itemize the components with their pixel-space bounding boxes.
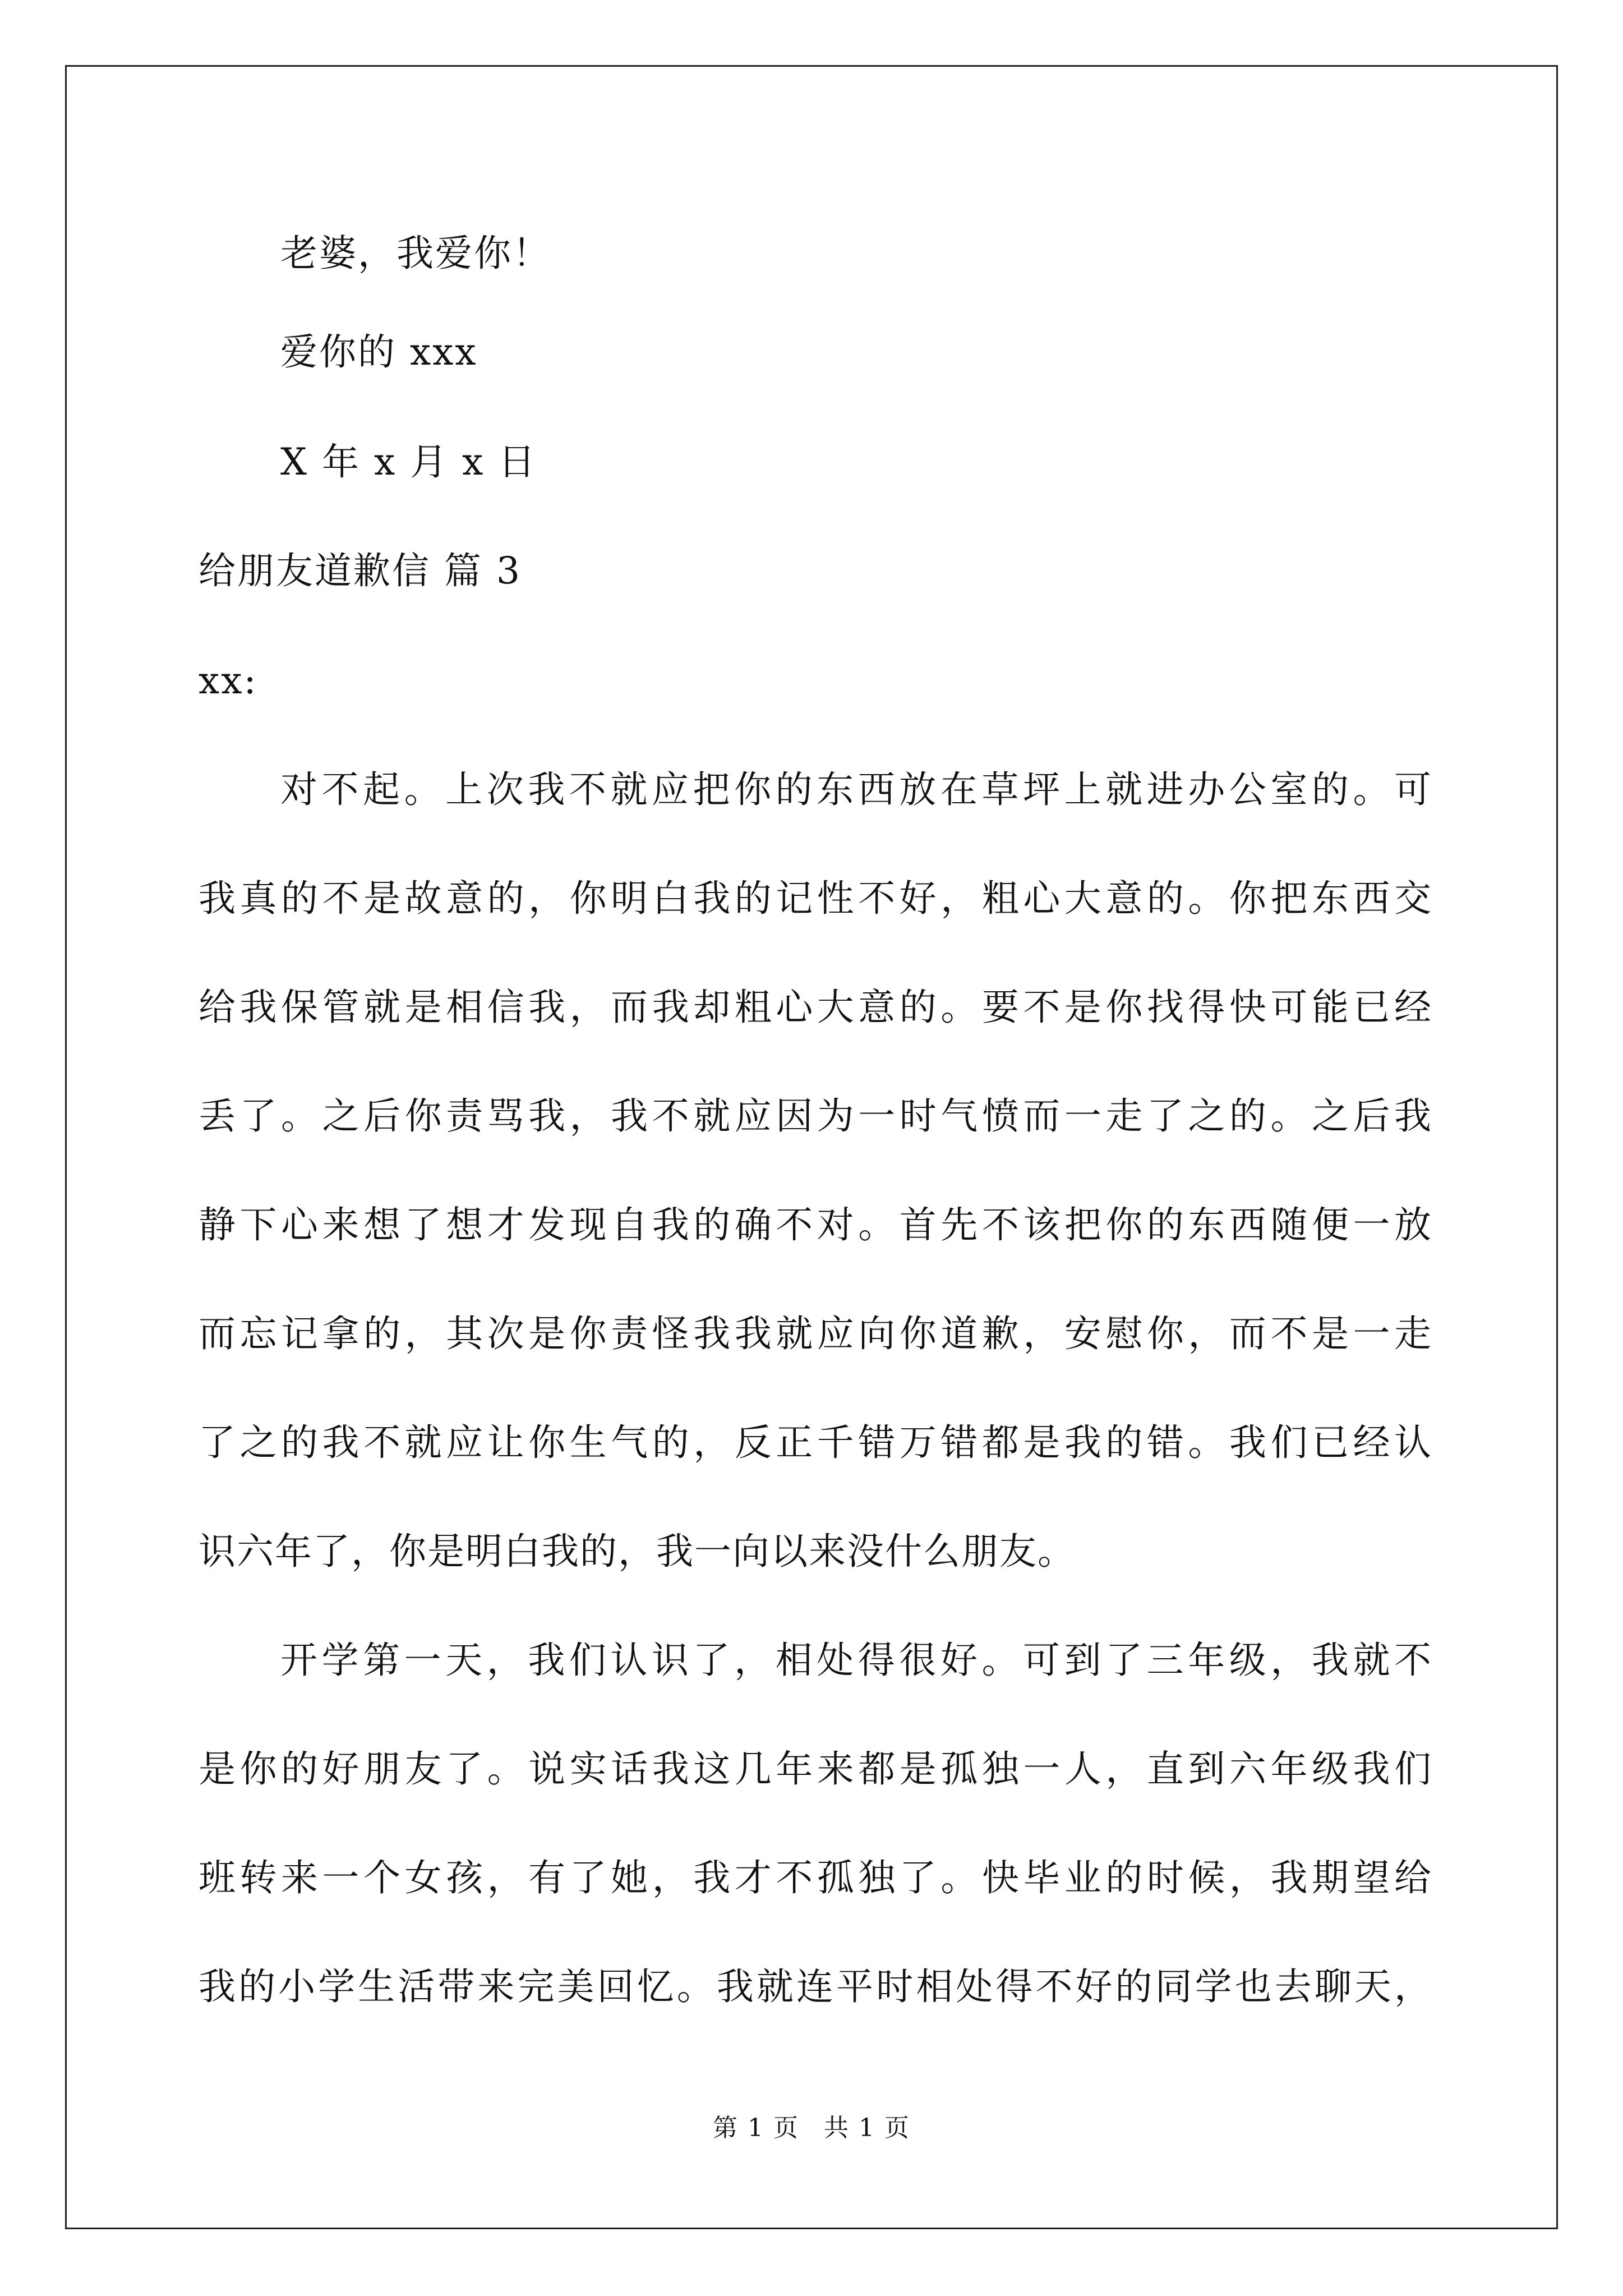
- paragraph-line: 了之的我不就应让你生气的，反正千错万错都是我的错。我们已经认: [199, 1421, 1432, 1464]
- paragraph-line: 对不起。上次我不就应把你的东西放在草坪上就进办公室的。可: [280, 768, 1432, 811]
- section-title: 给朋友道歉信 篇 3: [199, 549, 522, 592]
- page-total: 共 1 页: [824, 2114, 910, 2142]
- page-number: 第 1 页: [713, 2114, 799, 2142]
- closing-date: X 年 x 月 x 日: [280, 440, 537, 484]
- page-footer: [0, 2113, 1623, 2144]
- paragraph-line: 开学第一天，我们认识了，相处得很好。可到了三年级，我就不: [280, 1639, 1432, 1682]
- page-border: [65, 65, 1558, 2229]
- salutation: xx:: [199, 659, 258, 702]
- paragraph-line: 丢了。之后你责骂我，我不就应因为一时气愤而一走了之的。之后我: [199, 1094, 1432, 1138]
- paragraph-line: 静下心来想了想才发现自我的确不对。首先不该把你的东西随便一放: [199, 1203, 1432, 1246]
- paragraph-line: 而忘记拿的，其次是你责怪我我就应向你道歉，安慰你，而不是一走: [199, 1312, 1432, 1355]
- paragraph-line: 我真的不是故意的，你明白我的记性不好，粗心大意的。你把东西交: [199, 877, 1432, 920]
- paragraph-line: 是你的好朋友了。说实话我这几年来都是孤独一人，直到六年级我们: [199, 1747, 1432, 1791]
- closing-signature: 爱你的 xxx: [280, 330, 478, 374]
- paragraph-line: 识六年了，你是明白我的，我一向以来没什么朋友。: [199, 1530, 1076, 1573]
- paragraph-line: 班转来一个女孩，有了她，我才不孤独了。快毕业的时候，我期望给: [199, 1856, 1432, 1899]
- paragraph-line: 我的小学生活带来完美回忆。我就连平时相处得不好的同学也去聊天，: [199, 1965, 1432, 2008]
- paragraph-line: 给我保管就是相信我，而我却粗心大意的。要不是你找得快可能已经: [199, 986, 1432, 1029]
- closing-love-line: 老婆，我爱你！: [280, 232, 551, 275]
